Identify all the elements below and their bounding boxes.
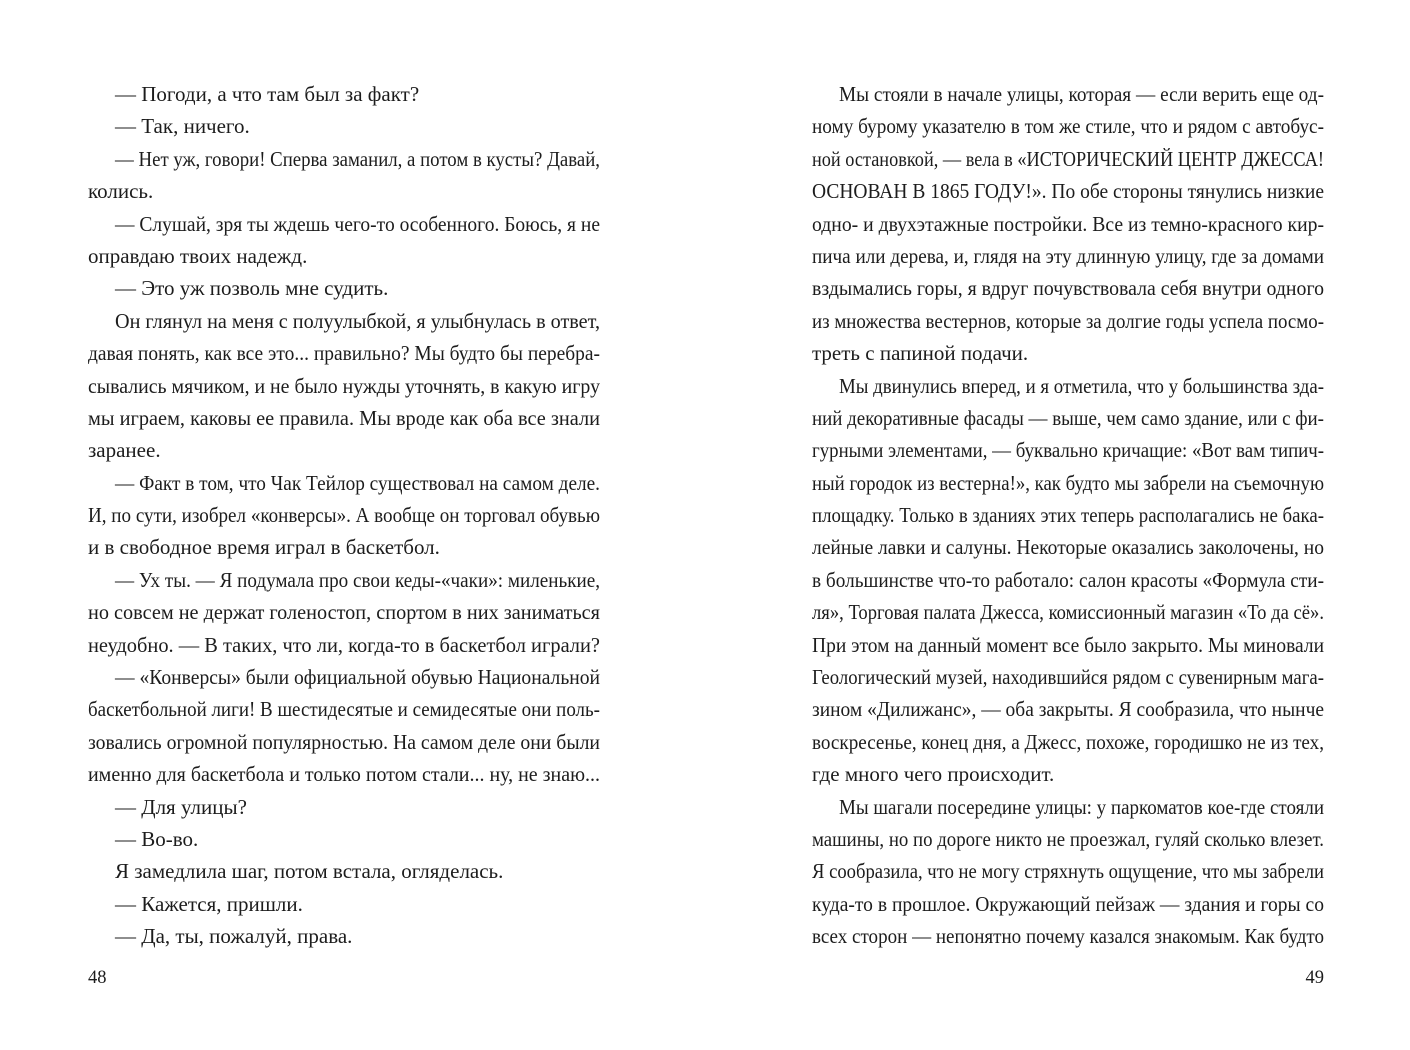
text-line: ний декоративные фасады — выше, чем само здание, или с фи- bbox=[812, 405, 1324, 430]
text-line-box bbox=[812, 370, 1324, 402]
text-line: машины, но по дороге никто не проезжал, гуляй сколько влезет. bbox=[812, 826, 1324, 851]
text-line-box bbox=[812, 564, 1324, 596]
text-line: Мы двинулись вперед, и я отметила, что у большинства зда- bbox=[839, 373, 1324, 398]
text-line: зином «Дилижанс», — оба закрыты. Я сообразила, что нынче bbox=[812, 697, 1324, 722]
page-right bbox=[812, 78, 1324, 1008]
text-line: ный городок из вестерна!», как будто мы забрели на съемочную bbox=[812, 470, 1324, 495]
text-line: ной остановкой, — вела в «ИСТОРИЧЕСКИЙ ЦЕНТР ДЖЕССА! bbox=[812, 146, 1324, 171]
text-line-box bbox=[88, 693, 600, 725]
text-line-box bbox=[812, 208, 1324, 240]
text-line-box bbox=[812, 402, 1324, 434]
text-line-box bbox=[88, 370, 600, 402]
text-line-box bbox=[88, 920, 600, 952]
text-line: — Во-во. bbox=[115, 826, 199, 851]
text-line-box bbox=[812, 305, 1324, 337]
text-line: площадку. Только в зданиях этих теперь располагались не бака- bbox=[812, 503, 1324, 528]
text-line: — Факт в том, что Чак Тейлор существовал на самом деле. bbox=[115, 470, 600, 495]
text-line: одно- и двухэтажные постройки. Все из темно-красного кир- bbox=[812, 211, 1324, 236]
text-line: Он глянул на меня с полуулыбкой, я улыбнулась в ответ, bbox=[115, 308, 600, 333]
text-line-box bbox=[88, 564, 600, 596]
text-line-box bbox=[88, 110, 600, 142]
text-line: неудобно. — В таких, что ли, когда-то в баскетбол играли? bbox=[88, 632, 600, 657]
text-line-box bbox=[88, 240, 600, 272]
text-line-box bbox=[88, 337, 600, 369]
text-line: При этом на данный момент все было закрыто. Мы миновали bbox=[812, 632, 1324, 657]
text-line: — Нет уж, говори! Сперва заманил, а потом в кусты? Давай, bbox=[115, 146, 600, 171]
paragraph bbox=[88, 208, 600, 273]
paragraph bbox=[88, 143, 600, 208]
text-line: сывались мячиком, и не было нужды уточнять, в какую игру bbox=[88, 373, 600, 398]
paragraph bbox=[88, 305, 600, 467]
text-line-box bbox=[812, 920, 1324, 952]
text-line: — Погоди, а что там был за факт? bbox=[115, 82, 420, 106]
paragraph bbox=[88, 467, 600, 564]
text-line-box bbox=[812, 78, 1324, 110]
text-line-box bbox=[812, 791, 1324, 823]
text-line: И, по сути, изобрел «конверсы». А вообще он торговал обувью bbox=[88, 503, 600, 528]
text-line-box bbox=[88, 467, 600, 499]
text-line: — Слушай, зря ты ждешь чего-то особенного. Боюсь, я не bbox=[115, 211, 600, 236]
text-line-box bbox=[88, 855, 600, 887]
text-line: и в свободное время играл в баскетбол. bbox=[88, 535, 440, 560]
text-line: — «Конверсы» были официальной обувью Национальной bbox=[115, 665, 600, 690]
text-line: Геологический музей, находившийся рядом с сувенирным мага- bbox=[812, 665, 1324, 690]
text-line-box bbox=[812, 337, 1324, 369]
text-line: ному бурому указателю в том же стиле, что и рядом с автобус- bbox=[812, 114, 1324, 139]
paragraph bbox=[88, 564, 600, 661]
text-line-box bbox=[88, 758, 600, 790]
text-line-box bbox=[812, 758, 1324, 790]
text-line-box bbox=[88, 629, 600, 661]
paragraph bbox=[88, 888, 600, 920]
text-line-box bbox=[88, 78, 600, 110]
paragraph bbox=[88, 920, 600, 952]
text-line-box bbox=[88, 888, 600, 920]
paragraph bbox=[812, 78, 1324, 370]
text-line-box bbox=[88, 272, 600, 304]
text-line-box bbox=[88, 499, 600, 531]
text-line-box bbox=[812, 467, 1324, 499]
page-left-text bbox=[88, 78, 600, 953]
text-line-box bbox=[88, 305, 600, 337]
text-line: в большинстве что-то работало: салон красоты «Формула сти- bbox=[812, 567, 1324, 592]
text-line: пича или дерева, и, глядя на эту длинную улицу, где за домами bbox=[812, 243, 1324, 268]
text-line: заранее. bbox=[88, 438, 161, 463]
text-line: — Это уж позволь мне судить. bbox=[115, 276, 389, 301]
text-line: баскетбольной лиги! В шестидесятые и семидесятые они поль- bbox=[88, 697, 600, 722]
text-line: именно для баскетбола и только потом стали... ну, не знаю... bbox=[88, 762, 600, 787]
paragraph bbox=[88, 78, 600, 110]
text-line: давая понять, как все это... правильно? Мы будто бы перебра- bbox=[88, 341, 600, 366]
text-line: треть с папиной подачи. bbox=[812, 341, 1029, 366]
page-number-left: 48 bbox=[88, 968, 107, 988]
text-line: — Так, ничего. bbox=[115, 114, 250, 139]
text-line: воскресенье, конец дня, а Джесс, похоже, городишко не из тех, bbox=[812, 729, 1324, 754]
page-left bbox=[88, 78, 600, 1008]
text-line-box bbox=[88, 661, 600, 693]
text-line: зовались огромной популярностью. На самом деле они были bbox=[88, 729, 600, 754]
text-line: Мы шагали посередине улицы: у паркоматов кое-где стояли bbox=[839, 794, 1324, 819]
text-line-box bbox=[88, 726, 600, 758]
paragraph bbox=[812, 370, 1324, 791]
text-line: гурными элементами, — буквально кричащие: «Вот вам типич- bbox=[812, 438, 1324, 463]
text-line-box bbox=[88, 531, 600, 563]
text-line: лейные лавки и салуны. Некоторые оказались заколочены, но bbox=[812, 535, 1324, 560]
text-line-box bbox=[812, 240, 1324, 272]
text-line: ОСНОВАН В 1865 ГОДУ!». По обе стороны тянулись низкие bbox=[812, 179, 1324, 204]
text-line-box bbox=[88, 208, 600, 240]
text-line: из множества вестернов, которые за долгие годы успела посмо- bbox=[812, 308, 1324, 333]
text-line: куда-то в прошлое. Окружающий пейзаж — здания и горы со bbox=[812, 891, 1324, 916]
paragraph bbox=[812, 791, 1324, 953]
text-line-box bbox=[812, 726, 1324, 758]
text-line-box bbox=[812, 888, 1324, 920]
text-line: мы играем, каковы ее правила. Мы вроде как оба все знали bbox=[88, 405, 600, 430]
text-line: вздымались горы, я вдруг почувствовала себя внутри одного bbox=[812, 276, 1324, 301]
text-line-box bbox=[812, 823, 1324, 855]
text-line: но совсем не держат голеностоп, спортом в них заниматься bbox=[88, 600, 600, 625]
text-line-box bbox=[812, 175, 1324, 207]
text-line: — Кажется, пришли. bbox=[115, 891, 303, 916]
paragraph bbox=[88, 272, 600, 304]
text-line-box bbox=[88, 143, 600, 175]
text-line-box bbox=[88, 791, 600, 823]
text-line-box bbox=[812, 531, 1324, 563]
text-line-box bbox=[812, 272, 1324, 304]
text-line: колись. bbox=[88, 179, 154, 204]
paragraph bbox=[88, 855, 600, 887]
paragraph bbox=[88, 661, 600, 791]
text-line-box bbox=[88, 596, 600, 628]
text-line-box bbox=[88, 434, 600, 466]
text-line-box bbox=[812, 629, 1324, 661]
text-line-box bbox=[812, 110, 1324, 142]
text-line-box bbox=[812, 596, 1324, 628]
text-line-box bbox=[88, 823, 600, 855]
text-line-box bbox=[812, 434, 1324, 466]
paragraph bbox=[88, 110, 600, 142]
text-line-box bbox=[812, 143, 1324, 175]
text-line: Я сообразила, что не могу стряхнуть ощущение, что мы забрели bbox=[812, 859, 1324, 884]
text-line-box bbox=[812, 693, 1324, 725]
page-number-right: 49 bbox=[1305, 968, 1324, 988]
text-line-box bbox=[88, 402, 600, 434]
text-line: где много чего происходит. bbox=[812, 762, 1055, 787]
text-line-box bbox=[812, 855, 1324, 887]
text-line-box bbox=[812, 499, 1324, 531]
text-line: — Ух ты. — Я подумала про свои кеды-«чаки»: миленькие, bbox=[115, 567, 600, 592]
text-line: Я замедлила шаг, потом встала, огляделась. bbox=[115, 859, 504, 884]
paragraph bbox=[88, 791, 600, 823]
paragraph bbox=[88, 823, 600, 855]
text-line-box bbox=[88, 175, 600, 207]
text-line: Мы стояли в начале улицы, которая — если верить еще од- bbox=[839, 82, 1324, 106]
page-right-text bbox=[812, 78, 1324, 953]
text-line-box bbox=[812, 661, 1324, 693]
text-line: ля», Торговая палата Джесса, комиссионный магазин «То да сё». bbox=[812, 600, 1324, 625]
text-line: оправдаю твоих надежд. bbox=[88, 243, 308, 268]
text-line: — Для улицы? bbox=[115, 794, 247, 819]
text-line: всех сторон — непонятно почему казался знакомым. Как будто bbox=[812, 924, 1324, 949]
text-line: — Да, ты, пожалуй, права. bbox=[115, 924, 353, 949]
